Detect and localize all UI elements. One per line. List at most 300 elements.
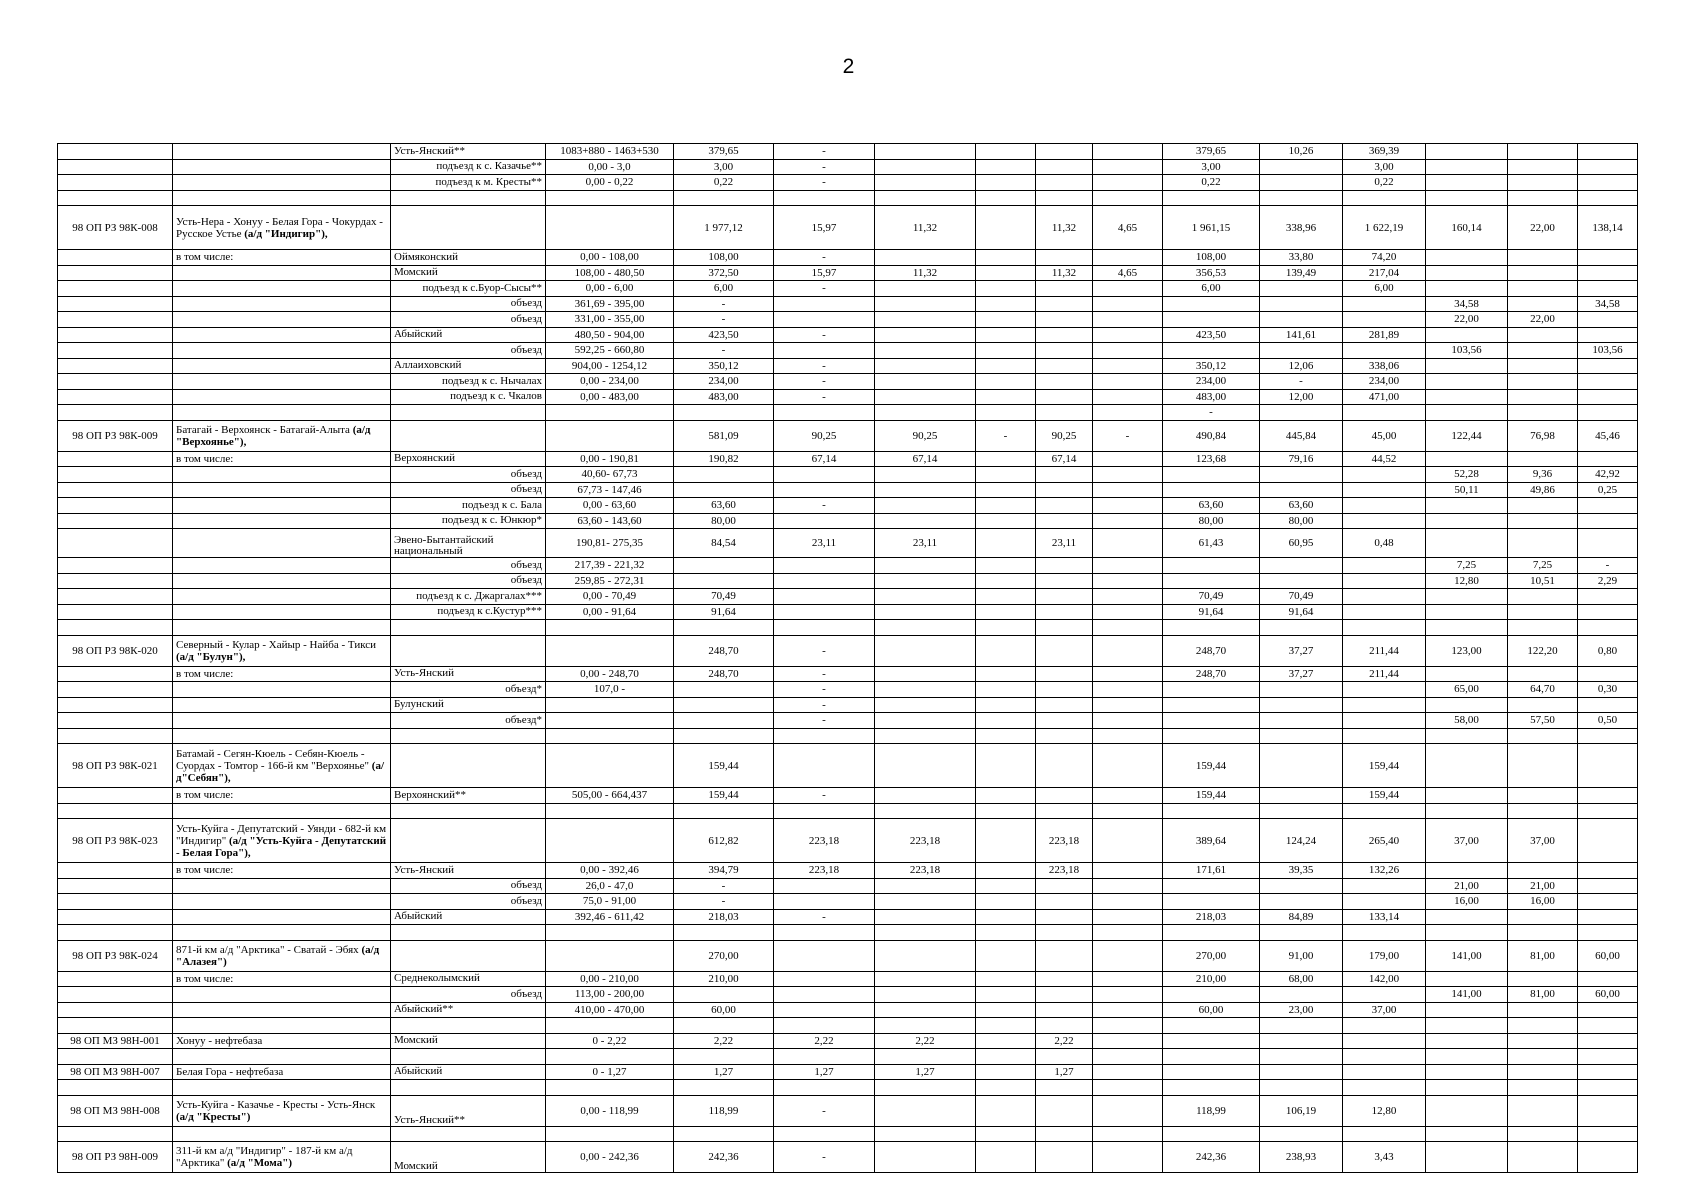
road-code-cell bbox=[58, 682, 173, 698]
district-cell: Абыйский** bbox=[391, 1002, 546, 1018]
gravel-cell bbox=[1260, 482, 1343, 498]
road-code-cell bbox=[58, 788, 173, 804]
winter-road-cell bbox=[1426, 175, 1508, 191]
km-range-cell: 26,0 - 47,0 bbox=[546, 878, 674, 894]
gravel-cell: 33,80 bbox=[1260, 250, 1343, 266]
hard-surface-cell: - bbox=[774, 389, 875, 405]
km-range-cell bbox=[546, 1080, 674, 1096]
winter-road-ice-cell bbox=[1578, 1126, 1638, 1142]
winter-road-cell bbox=[1426, 265, 1508, 281]
ground-cell bbox=[1343, 682, 1426, 698]
total-length-cell: 372,50 bbox=[674, 265, 774, 281]
black-total-cell bbox=[1093, 175, 1163, 191]
asphalt-cell bbox=[875, 971, 976, 987]
gravel-cell: 37,27 bbox=[1260, 666, 1343, 682]
total-length-cell: - bbox=[674, 296, 774, 312]
road-name-cell bbox=[173, 940, 391, 971]
km-range-cell: 0,00 - 242,36 bbox=[546, 1142, 674, 1173]
district-cell: объезд bbox=[391, 558, 546, 574]
district-cell bbox=[391, 405, 546, 421]
asphalt-cell bbox=[875, 1126, 976, 1142]
road-code-cell bbox=[58, 498, 173, 514]
road-code-cell: 98 ОП РЗ 98К-023 bbox=[58, 819, 173, 863]
black-total-cell bbox=[1093, 529, 1163, 558]
table-row bbox=[58, 744, 1638, 788]
winter-road-cell bbox=[1426, 589, 1508, 605]
winter-road-ice-cell bbox=[1578, 175, 1638, 191]
table-row bbox=[58, 513, 1638, 529]
gravel-cell bbox=[1260, 1080, 1343, 1096]
cement-cell bbox=[976, 405, 1036, 421]
black-total-cell bbox=[1093, 620, 1163, 636]
black-gravel-cell bbox=[1036, 589, 1093, 605]
winter-road-ice-cell bbox=[1578, 604, 1638, 620]
road-code-cell bbox=[58, 343, 173, 359]
road-code-cell bbox=[58, 1049, 173, 1065]
gravel-cell: 106,19 bbox=[1260, 1095, 1343, 1126]
district-cell bbox=[391, 635, 546, 666]
gravel-cell bbox=[1260, 296, 1343, 312]
winter-road-land-cell bbox=[1508, 744, 1578, 788]
white-total-cell: 210,00 bbox=[1163, 971, 1260, 987]
road-alias-text: (а/д "Кресты") bbox=[176, 1110, 251, 1123]
km-range-cell bbox=[546, 620, 674, 636]
gravel-cell bbox=[1260, 713, 1343, 729]
district-cell: подъезд к с. Нычалах bbox=[391, 374, 546, 390]
black-gravel-cell: 90,25 bbox=[1036, 420, 1093, 451]
road-name-text: Северный - Кулар - Хайыр - Найба - Тикси bbox=[176, 638, 377, 651]
black-total-cell bbox=[1093, 296, 1163, 312]
km-range-cell: 480,50 - 904,00 bbox=[546, 327, 674, 343]
black-total-cell bbox=[1093, 358, 1163, 374]
asphalt-cell bbox=[875, 894, 976, 910]
black-total-cell bbox=[1093, 1049, 1163, 1065]
winter-road-cell: 123,00 bbox=[1426, 635, 1508, 666]
gravel-cell bbox=[1260, 987, 1343, 1003]
winter-road-cell bbox=[1426, 281, 1508, 297]
winter-road-ice-cell bbox=[1578, 144, 1638, 160]
km-range-cell: 0,00 - 248,70 bbox=[546, 666, 674, 682]
winter-road-land-cell: 64,70 bbox=[1508, 682, 1578, 698]
cement-cell bbox=[976, 803, 1036, 819]
black-gravel-cell bbox=[1036, 558, 1093, 574]
road-code-cell: 98 ОП РЗ 98К-020 bbox=[58, 635, 173, 666]
asphalt-cell: 223,18 bbox=[875, 863, 976, 879]
winter-road-ice-cell bbox=[1578, 250, 1638, 266]
total-length-cell: 0,22 bbox=[674, 175, 774, 191]
asphalt-cell bbox=[875, 682, 976, 698]
road-code-cell bbox=[58, 312, 173, 328]
table-row bbox=[58, 312, 1638, 328]
cement-cell bbox=[976, 389, 1036, 405]
ground-cell: 1 622,19 bbox=[1343, 206, 1426, 250]
white-total-cell bbox=[1163, 1080, 1260, 1096]
winter-road-land-cell: 57,50 bbox=[1508, 713, 1578, 729]
asphalt-cell bbox=[875, 573, 976, 589]
winter-road-ice-cell: 34,58 bbox=[1578, 296, 1638, 312]
asphalt-cell bbox=[875, 389, 976, 405]
asphalt-cell bbox=[875, 312, 976, 328]
black-gravel-cell: 11,32 bbox=[1036, 265, 1093, 281]
winter-road-ice-cell bbox=[1578, 265, 1638, 281]
asphalt-cell: 67,14 bbox=[875, 451, 976, 467]
white-total-cell: 123,68 bbox=[1163, 451, 1260, 467]
road-code-cell bbox=[58, 697, 173, 713]
road-name-cell bbox=[173, 1080, 391, 1096]
table-row bbox=[58, 1018, 1638, 1034]
winter-road-cell bbox=[1426, 1049, 1508, 1065]
black-total-cell bbox=[1093, 159, 1163, 175]
winter-road-ice-cell bbox=[1578, 529, 1638, 558]
district-cell: Абыйский bbox=[391, 1064, 546, 1080]
district-cell bbox=[391, 1126, 546, 1142]
black-total-cell bbox=[1093, 604, 1163, 620]
district-cell: Усть-Янский** bbox=[391, 144, 546, 160]
hard-surface-cell: - bbox=[774, 788, 875, 804]
asphalt-cell bbox=[875, 296, 976, 312]
white-total-cell: 159,44 bbox=[1163, 744, 1260, 788]
road-name-cell bbox=[173, 697, 391, 713]
road-alias-text: (а/д "Алазея") bbox=[176, 943, 380, 968]
road-code-cell bbox=[58, 529, 173, 558]
black-total-cell bbox=[1093, 878, 1163, 894]
gravel-cell: 60,95 bbox=[1260, 529, 1343, 558]
table-row bbox=[58, 666, 1638, 682]
winter-road-ice-cell bbox=[1578, 159, 1638, 175]
road-name-cell bbox=[173, 589, 391, 605]
hard-surface-cell: - bbox=[774, 358, 875, 374]
white-total-cell bbox=[1163, 1126, 1260, 1142]
winter-road-ice-cell: 60,00 bbox=[1578, 987, 1638, 1003]
winter-road-cell bbox=[1426, 925, 1508, 941]
winter-road-cell bbox=[1426, 803, 1508, 819]
white-total-cell bbox=[1163, 697, 1260, 713]
km-range-cell: 0,00 - 0,22 bbox=[546, 175, 674, 191]
road-register-table bbox=[57, 143, 1638, 1173]
winter-road-cell bbox=[1426, 744, 1508, 788]
hard-surface-cell: - bbox=[774, 250, 875, 266]
cement-cell bbox=[976, 558, 1036, 574]
hard-surface-cell: 15,97 bbox=[774, 206, 875, 250]
black-gravel-cell bbox=[1036, 925, 1093, 941]
cement-cell bbox=[976, 589, 1036, 605]
table-row bbox=[58, 451, 1638, 467]
district-cell: объезд bbox=[391, 878, 546, 894]
winter-road-land-cell bbox=[1508, 513, 1578, 529]
ground-cell bbox=[1343, 312, 1426, 328]
km-range-cell: 75,0 - 91,00 bbox=[546, 894, 674, 910]
total-length-cell bbox=[674, 925, 774, 941]
winter-road-ice-cell bbox=[1578, 1018, 1638, 1034]
table-row bbox=[58, 144, 1638, 160]
total-length-cell: - bbox=[674, 312, 774, 328]
winter-road-cell: 22,00 bbox=[1426, 312, 1508, 328]
winter-road-ice-cell bbox=[1578, 389, 1638, 405]
gravel-cell: 84,89 bbox=[1260, 909, 1343, 925]
winter-road-ice-cell: - bbox=[1578, 558, 1638, 574]
white-total-cell: 423,50 bbox=[1163, 327, 1260, 343]
asphalt-cell: 223,18 bbox=[875, 819, 976, 863]
ground-cell bbox=[1343, 573, 1426, 589]
road-name-text: 871-й км а/д "Арктика" - Сватай - Эбях bbox=[176, 943, 362, 956]
hard-surface-cell bbox=[774, 894, 875, 910]
km-range-cell: 0,00 - 63,60 bbox=[546, 498, 674, 514]
road-name-cell bbox=[173, 206, 391, 250]
white-total-cell bbox=[1163, 1018, 1260, 1034]
table-row bbox=[58, 1064, 1638, 1080]
hard-surface-cell: 223,18 bbox=[774, 863, 875, 879]
asphalt-cell bbox=[875, 635, 976, 666]
table-row bbox=[58, 265, 1638, 281]
asphalt-cell: 23,11 bbox=[875, 529, 976, 558]
ground-cell: 211,44 bbox=[1343, 635, 1426, 666]
km-range-cell: 592,25 - 660,80 bbox=[546, 343, 674, 359]
black-gravel-cell bbox=[1036, 374, 1093, 390]
black-gravel-cell bbox=[1036, 389, 1093, 405]
winter-road-ice-cell bbox=[1578, 358, 1638, 374]
cement-cell bbox=[976, 327, 1036, 343]
black-gravel-cell: 2,22 bbox=[1036, 1033, 1093, 1049]
winter-road-land-cell bbox=[1508, 1049, 1578, 1065]
district-cell: объезд bbox=[391, 482, 546, 498]
km-range-cell: 505,00 - 664,437 bbox=[546, 788, 674, 804]
total-length-cell bbox=[674, 1049, 774, 1065]
district-cell: подъезд к с. Юнкюр* bbox=[391, 513, 546, 529]
road-name-cell bbox=[173, 925, 391, 941]
ground-cell: 338,06 bbox=[1343, 358, 1426, 374]
winter-road-land-cell: 16,00 bbox=[1508, 894, 1578, 910]
total-length-cell: 248,70 bbox=[674, 635, 774, 666]
hard-surface-cell bbox=[774, 744, 875, 788]
district-cell: объезд bbox=[391, 894, 546, 910]
ground-cell bbox=[1343, 1080, 1426, 1096]
black-gravel-cell bbox=[1036, 482, 1093, 498]
white-total-cell bbox=[1163, 987, 1260, 1003]
total-length-cell: 242,36 bbox=[674, 1142, 774, 1173]
road-code-cell bbox=[58, 909, 173, 925]
gravel-cell bbox=[1260, 1126, 1343, 1142]
road-alias-text: (а/д "Индигир"), bbox=[244, 227, 328, 240]
district-cell: Абыйский bbox=[391, 909, 546, 925]
ground-cell bbox=[1343, 296, 1426, 312]
winter-road-ice-cell: 0,30 bbox=[1578, 682, 1638, 698]
road-name-cell bbox=[173, 987, 391, 1003]
road-name-cell bbox=[173, 1049, 391, 1065]
road-name-cell bbox=[173, 482, 391, 498]
hard-surface-cell bbox=[774, 558, 875, 574]
winter-road-ice-cell bbox=[1578, 190, 1638, 206]
winter-road-ice-cell: 2,29 bbox=[1578, 573, 1638, 589]
white-total-cell bbox=[1163, 467, 1260, 483]
district-cell bbox=[391, 620, 546, 636]
ground-cell: 3,00 bbox=[1343, 159, 1426, 175]
total-length-cell: 80,00 bbox=[674, 513, 774, 529]
hard-surface-cell bbox=[774, 1080, 875, 1096]
district-cell bbox=[391, 1080, 546, 1096]
white-total-cell: 218,03 bbox=[1163, 909, 1260, 925]
white-total-cell bbox=[1163, 713, 1260, 729]
black-total-cell bbox=[1093, 327, 1163, 343]
hard-surface-cell bbox=[774, 589, 875, 605]
winter-road-ice-cell bbox=[1578, 819, 1638, 863]
hard-surface-cell: - bbox=[774, 682, 875, 698]
table-row bbox=[58, 420, 1638, 451]
winter-road-land-cell: 7,25 bbox=[1508, 558, 1578, 574]
cement-cell bbox=[976, 1095, 1036, 1126]
black-gravel-cell bbox=[1036, 788, 1093, 804]
black-gravel-cell bbox=[1036, 467, 1093, 483]
table-row bbox=[58, 389, 1638, 405]
winter-road-cell: 52,28 bbox=[1426, 467, 1508, 483]
hard-surface-cell: - bbox=[774, 281, 875, 297]
table-row bbox=[58, 728, 1638, 744]
total-length-cell bbox=[674, 573, 774, 589]
winter-road-cell bbox=[1426, 451, 1508, 467]
winter-road-ice-cell: 138,14 bbox=[1578, 206, 1638, 250]
gravel-cell: 79,16 bbox=[1260, 451, 1343, 467]
winter-road-land-cell bbox=[1508, 1080, 1578, 1096]
asphalt-cell bbox=[875, 159, 976, 175]
table-row bbox=[58, 343, 1638, 359]
total-length-cell: 234,00 bbox=[674, 374, 774, 390]
winter-road-cell: 16,00 bbox=[1426, 894, 1508, 910]
winter-road-land-cell bbox=[1508, 144, 1578, 160]
cement-cell bbox=[976, 940, 1036, 971]
district-cell: Эвено-Бытантайский национальный bbox=[391, 529, 546, 558]
ground-cell: 471,00 bbox=[1343, 389, 1426, 405]
winter-road-land-cell bbox=[1508, 620, 1578, 636]
winter-road-land-cell bbox=[1508, 728, 1578, 744]
white-total-cell: 60,00 bbox=[1163, 1002, 1260, 1018]
cement-cell bbox=[976, 482, 1036, 498]
table-row bbox=[58, 281, 1638, 297]
cement-cell bbox=[976, 190, 1036, 206]
road-name-cell bbox=[173, 909, 391, 925]
total-length-cell: 3,00 bbox=[674, 159, 774, 175]
table-row bbox=[58, 250, 1638, 266]
km-range-cell: 0,00 - 3,0 bbox=[546, 159, 674, 175]
km-range-cell: 217,39 - 221,32 bbox=[546, 558, 674, 574]
road-name-cell bbox=[173, 803, 391, 819]
district-cell: Среднеколымский bbox=[391, 971, 546, 987]
ground-cell bbox=[1343, 604, 1426, 620]
district-cell: Верхоянский** bbox=[391, 788, 546, 804]
hard-surface-cell: - bbox=[774, 697, 875, 713]
ground-cell: 0,48 bbox=[1343, 529, 1426, 558]
winter-road-land-cell bbox=[1508, 1064, 1578, 1080]
ground-cell: 281,89 bbox=[1343, 327, 1426, 343]
black-gravel-cell bbox=[1036, 327, 1093, 343]
road-name-cell bbox=[173, 420, 391, 451]
black-total-cell: 4,65 bbox=[1093, 265, 1163, 281]
table-row bbox=[58, 940, 1638, 971]
hard-surface-cell: - bbox=[774, 498, 875, 514]
cement-cell bbox=[976, 374, 1036, 390]
district-cell: Верхоянский bbox=[391, 451, 546, 467]
road-name-cell bbox=[173, 175, 391, 191]
district-cell: объезд bbox=[391, 987, 546, 1003]
hard-surface-cell: - bbox=[774, 1095, 875, 1126]
km-range-cell: 67,73 - 147,46 bbox=[546, 482, 674, 498]
winter-road-land-cell: 10,51 bbox=[1508, 573, 1578, 589]
gravel-cell: 37,27 bbox=[1260, 635, 1343, 666]
km-range-cell: 0,00 - 483,00 bbox=[546, 389, 674, 405]
road-name-cell bbox=[173, 159, 391, 175]
white-total-cell: 242,36 bbox=[1163, 1142, 1260, 1173]
asphalt-cell bbox=[875, 482, 976, 498]
winter-road-ice-cell: 0,80 bbox=[1578, 635, 1638, 666]
road-name-cell bbox=[173, 529, 391, 558]
black-gravel-cell bbox=[1036, 1002, 1093, 1018]
table-row bbox=[58, 467, 1638, 483]
white-total-cell bbox=[1163, 190, 1260, 206]
table-row bbox=[58, 327, 1638, 343]
hard-surface-cell: 223,18 bbox=[774, 819, 875, 863]
asphalt-cell bbox=[875, 697, 976, 713]
asphalt-cell bbox=[875, 1049, 976, 1065]
winter-road-ice-cell bbox=[1578, 281, 1638, 297]
white-total-cell: 63,60 bbox=[1163, 498, 1260, 514]
cement-cell bbox=[976, 281, 1036, 297]
gravel-cell bbox=[1260, 1049, 1343, 1065]
asphalt-cell bbox=[875, 250, 976, 266]
white-total-cell: 490,84 bbox=[1163, 420, 1260, 451]
winter-road-cell bbox=[1426, 1142, 1508, 1173]
winter-road-cell: 160,14 bbox=[1426, 206, 1508, 250]
winter-road-land-cell bbox=[1508, 296, 1578, 312]
winter-road-cell bbox=[1426, 529, 1508, 558]
white-total-cell bbox=[1163, 482, 1260, 498]
ground-cell: 211,44 bbox=[1343, 666, 1426, 682]
road-alias-text: (а/д "Усть-Куйга - Депутатский - Белая Гора"), bbox=[176, 834, 387, 859]
road-name-cell bbox=[173, 728, 391, 744]
district-cell: Момский bbox=[391, 265, 546, 281]
ground-cell: 0,22 bbox=[1343, 175, 1426, 191]
hard-surface-cell bbox=[774, 190, 875, 206]
km-range-cell: 0,00 - 392,46 bbox=[546, 863, 674, 879]
km-range-cell bbox=[546, 713, 674, 729]
black-gravel-cell bbox=[1036, 144, 1093, 160]
road-name-text: Усть-Куйга - Казачье - Кресты - Усть-Янск bbox=[176, 1098, 376, 1111]
asphalt-cell: 2,22 bbox=[875, 1033, 976, 1049]
table-row bbox=[58, 604, 1638, 620]
gravel-cell: 12,00 bbox=[1260, 389, 1343, 405]
cement-cell bbox=[976, 635, 1036, 666]
district-cell bbox=[391, 744, 546, 788]
black-gravel-cell bbox=[1036, 987, 1093, 1003]
white-total-cell: 3,00 bbox=[1163, 159, 1260, 175]
cement-cell bbox=[976, 159, 1036, 175]
road-name-cell: Белая Гора - нефтебаза bbox=[173, 1064, 391, 1080]
road-name-cell: в том числе: bbox=[173, 863, 391, 879]
white-total-cell: 171,61 bbox=[1163, 863, 1260, 879]
table-row bbox=[58, 498, 1638, 514]
road-name-cell bbox=[173, 604, 391, 620]
gravel-cell bbox=[1260, 697, 1343, 713]
km-range-cell: 361,69 - 395,00 bbox=[546, 296, 674, 312]
hard-surface-cell bbox=[774, 482, 875, 498]
table-row bbox=[58, 863, 1638, 879]
winter-road-land-cell: 49,86 bbox=[1508, 482, 1578, 498]
total-length-cell: 60,00 bbox=[674, 1002, 774, 1018]
road-alias-text: (а/д "Верхоянье"), bbox=[176, 423, 371, 448]
black-total-cell bbox=[1093, 925, 1163, 941]
table-row bbox=[58, 529, 1638, 558]
black-gravel-cell bbox=[1036, 1049, 1093, 1065]
km-range-cell: 1083+880 - 1463+530 bbox=[546, 144, 674, 160]
ground-cell: 217,04 bbox=[1343, 265, 1426, 281]
gravel-cell bbox=[1260, 159, 1343, 175]
